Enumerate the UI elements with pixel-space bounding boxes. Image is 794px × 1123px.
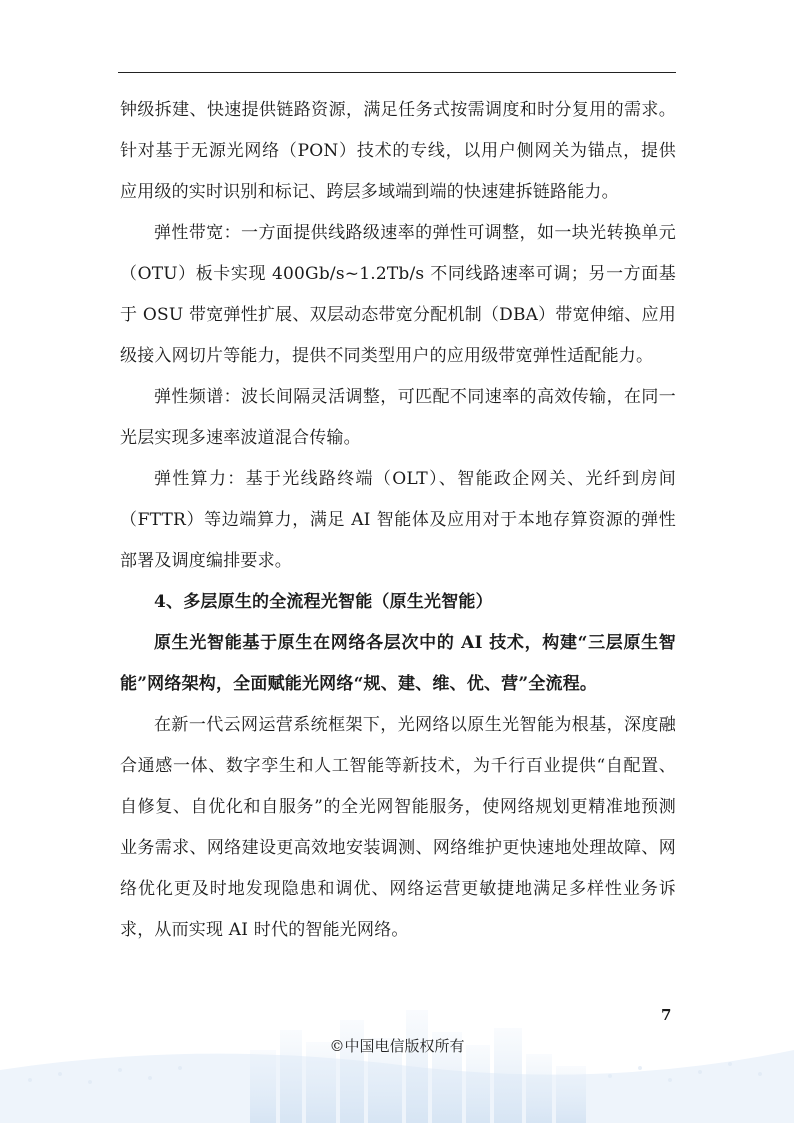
section-heading: 4、多层原生的全流程光智能（原生光智能） bbox=[154, 592, 493, 612]
paragraph-summary-bold: 原生光智能基于原生在网络各层次中的 AI 技术，构建“三层原生智能”网络架构，全面赋能光网络“规、建、维、优、营”全流程。 bbox=[120, 633, 676, 694]
city-skyline-watermark bbox=[0, 1010, 794, 1123]
paragraph-continuation: 钟级拆建、快速提供链路资源，满足任务式按需调度和时分复用的需求。针对基于无源光网络（PON）技术的专线，以用户侧网关为锚点，提供应用级的实时识别和标记、跨层多域端到端的快速建拆链路能力。 bbox=[120, 100, 676, 202]
paragraph-elastic-spectrum: 弹性频谱：波长间隔灵活调整，可匹配不同速率的高效传输，在同一光层实现多速率波道混合传输。 bbox=[120, 387, 676, 448]
paragraph-intelligence: 在新一代云网运营系统框架下，光网络以原生光智能为根基，深度融合通感一体、数字孪生和人工智能等新技术，为千行百业提供“自配置、自修复、自优化和自服务”的全光网智能服务，使网络规划更精准地预测业务需求、网络建设更高效地安装调测、网络维护更快速地处理故障、网络优化更及时地发现隐患和调优、网络运营更敏捷地满足多样性业务诉求，从而实现 AI 时代的智能光网络。 bbox=[120, 715, 676, 940]
paragraph-elastic-bandwidth: 弹性带宽：一方面提供线路级速率的弹性可调整，如一块光转换单元（OTU）板卡实现 400Gb/s~1.2Tb/s 不同线路速率可调；另一方面基于 OSU 带宽弹性扩展、双层动态带宽分配机制（DBA）带宽伸缩、应用级接入网切片等能力，提供不同类型用户的应用级带宽弹性适配能力。 bbox=[120, 223, 676, 366]
header-rule bbox=[118, 72, 676, 73]
paragraph-elastic-compute: 弹性算力：基于光线路终端（OLT）、智能政企网关、光纤到房间（FTTR）等边端算力，满足 AI 智能体及应用对于本地存算资源的弹性部署及调度编排要求。 bbox=[120, 469, 676, 571]
page-body bbox=[120, 90, 676, 951]
copyright-notice: ©中国电信版权所有 bbox=[329, 1037, 465, 1055]
page-number: 7 bbox=[661, 1006, 672, 1024]
